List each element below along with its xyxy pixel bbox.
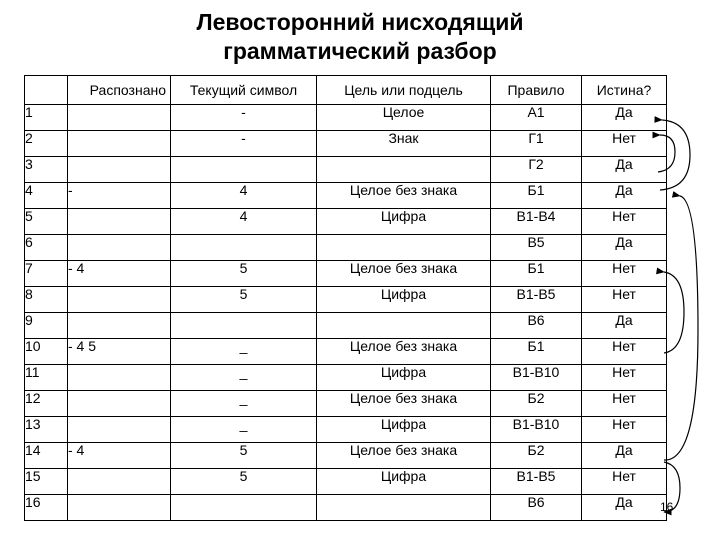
cell-truth: Да — [582, 235, 667, 261]
header-truth: Истина? — [582, 76, 667, 105]
cell-rule: В1-В5 — [491, 287, 582, 313]
cell-number: 5 — [25, 209, 68, 235]
cell-rule: В6 — [491, 495, 582, 521]
cell-truth: Да — [582, 313, 667, 339]
cell-number: 7 — [25, 261, 68, 287]
cell-goal: Целое без знака — [317, 443, 491, 469]
cell-number: 12 — [25, 391, 68, 417]
cell-truth: Да — [582, 105, 667, 131]
cell-number: 11 — [25, 365, 68, 391]
cell-number: 9 — [25, 313, 68, 339]
cell-goal: Целое — [317, 105, 491, 131]
cell-goal: Целое без знака — [317, 339, 491, 365]
cell-rule: Б2 — [491, 443, 582, 469]
cell-truth: Да — [582, 157, 667, 183]
cell-truth: Нет — [582, 287, 667, 313]
cell-truth: Нет — [582, 261, 667, 287]
arrow-b1-to-b2 — [664, 196, 698, 460]
cell-truth: Да — [582, 495, 667, 521]
cell-goal: Цифра — [317, 365, 491, 391]
cell-number: 13 — [25, 417, 68, 443]
cell-goal: Целое без знака — [317, 391, 491, 417]
page-number: 16 — [660, 500, 674, 514]
cell-symbol: _ — [171, 339, 317, 365]
cell-goal: Цифра — [317, 209, 491, 235]
cell-recognized: - 4 5 — [68, 339, 171, 365]
cell-symbol: _ — [171, 391, 317, 417]
header-recognized: Распознано — [68, 76, 171, 105]
cell-symbol: 4 — [171, 209, 317, 235]
cell-rule: А1 — [491, 105, 582, 131]
cell-number: 16 — [25, 495, 68, 521]
cell-number: 1 — [25, 105, 68, 131]
cell-rule: В6 — [491, 313, 582, 339]
cell-symbol: 5 — [171, 287, 317, 313]
cell-number: 6 — [25, 235, 68, 261]
cell-truth: Нет — [582, 209, 667, 235]
cell-rule: Б1 — [491, 183, 582, 209]
cell-number: 8 — [25, 287, 68, 313]
cell-truth: Нет — [582, 365, 667, 391]
arrow-rule-a1-to-g1 — [658, 135, 675, 172]
cell-truth: Нет — [582, 469, 667, 495]
cell-number: 15 — [25, 469, 68, 495]
cell-truth: Нет — [582, 417, 667, 443]
cell-rule: Г2 — [491, 157, 582, 183]
cell-recognized: - 4 — [68, 443, 171, 469]
cell-symbol: 5 — [171, 469, 317, 495]
header-rule: Правило — [491, 76, 582, 105]
cell-rule: Б1 — [491, 339, 582, 365]
arrow-b1-nested — [664, 272, 684, 353]
cell-symbol: 5 — [171, 261, 317, 287]
cell-goal: Цифра — [317, 469, 491, 495]
cell-goal: Цифра — [317, 417, 491, 443]
cell-number: 14 — [25, 443, 68, 469]
cell-truth: Нет — [582, 131, 667, 157]
cell-rule: В5 — [491, 235, 582, 261]
cell-goal: Цифра — [317, 287, 491, 313]
cell-symbol: _ — [171, 417, 317, 443]
cell-rule: В1-В10 — [491, 365, 582, 391]
cell-truth: Да — [582, 443, 667, 469]
cell-symbol: - — [171, 105, 317, 131]
cell-recognized: - — [68, 183, 171, 209]
header-symbol: Текущий символ — [171, 76, 317, 105]
cell-rule: В1-В4 — [491, 209, 582, 235]
cell-goal: Знак — [317, 131, 491, 157]
cell-number: 2 — [25, 131, 68, 157]
cell-truth: Нет — [582, 339, 667, 365]
cell-number: 3 — [25, 157, 68, 183]
cell-truth: Нет — [582, 391, 667, 417]
cell-rule: В1-В10 — [491, 417, 582, 443]
cell-symbol: 5 — [171, 443, 317, 469]
cell-goal: Целое без знака — [317, 261, 491, 287]
cell-recognized: - 4 — [68, 261, 171, 287]
cell-number: 4 — [25, 183, 68, 209]
title-line-2: грамматический разбор — [223, 38, 497, 64]
cell-rule: Г1 — [491, 131, 582, 157]
cell-symbol: 4 — [171, 183, 317, 209]
cell-truth: Да — [582, 183, 667, 209]
header-goal: Цель или подцель — [317, 76, 491, 105]
cell-rule: В1-В5 — [491, 469, 582, 495]
title-line-1: Левосторонний нисходящий — [196, 9, 524, 35]
cell-symbol: - — [171, 131, 317, 157]
cell-goal: Целое без знака — [317, 183, 491, 209]
cell-number: 10 — [25, 339, 68, 365]
cell-symbol: _ — [171, 365, 317, 391]
cell-rule: Б1 — [491, 261, 582, 287]
cell-rule: Б2 — [491, 391, 582, 417]
